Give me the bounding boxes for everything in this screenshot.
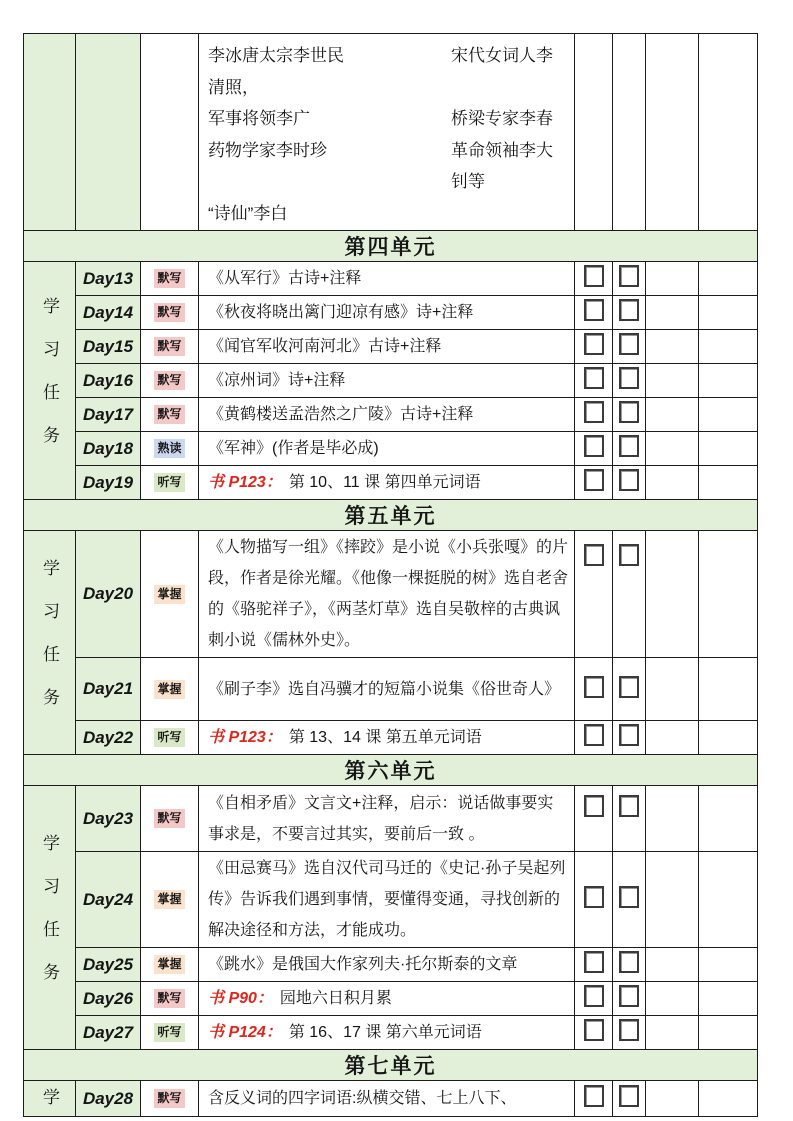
check-cell (613, 852, 646, 948)
table-row (24, 364, 758, 398)
checkbox[interactable] (584, 299, 604, 321)
table-row (24, 34, 758, 231)
empty-cell (646, 262, 699, 296)
check-cell (575, 531, 613, 658)
badge-cell (141, 330, 199, 364)
check-cell (575, 466, 613, 500)
table-row (24, 330, 758, 364)
empty-cell (646, 531, 699, 658)
text-line (208, 40, 568, 72)
check-cell (613, 296, 646, 330)
badge-cell (141, 852, 199, 948)
badge-cell (141, 432, 199, 466)
text-line (208, 72, 568, 104)
empty-cell (646, 721, 699, 755)
empty-cell (699, 364, 758, 398)
check-cell (613, 330, 646, 364)
task-cell (199, 364, 575, 398)
text-right: 桥梁专家李春 (451, 109, 553, 128)
checkbox[interactable] (584, 1085, 604, 1107)
task-type-badge: 默写 (154, 337, 184, 356)
empty-cell (699, 658, 758, 721)
text-left: “诗仙”李白 (208, 203, 288, 223)
check-cell (575, 398, 613, 432)
task-cell (199, 948, 575, 982)
day-label: Day15 (82, 336, 134, 356)
checkbox[interactable] (584, 951, 604, 973)
task-cell (199, 398, 575, 432)
empty-cell (699, 1016, 758, 1050)
empty-cell (699, 262, 758, 296)
empty-cell (699, 330, 758, 364)
badge-cell (141, 531, 199, 658)
day-cell (76, 948, 141, 982)
check-cell (575, 330, 613, 364)
badge-cell (141, 34, 199, 231)
task-cell (199, 296, 575, 330)
task-type-badge: 默写 (154, 989, 184, 1008)
empty-cell (646, 296, 699, 330)
empty-cell (699, 1081, 758, 1117)
task-type-badge: 默写 (154, 303, 184, 322)
task-text: 园地六日积月累 (279, 990, 392, 1007)
study-plan-table (23, 33, 758, 1117)
task-type-badge: 熟读 (154, 439, 184, 458)
day-label: Day25 (82, 954, 134, 974)
task-type-badge: 听写 (154, 1023, 184, 1042)
task-text: 《跳水》是俄国大作家列夫·托尔斯泰的文章 (208, 956, 518, 973)
task-cell (199, 982, 575, 1016)
task-text: 《秋夜将晓出篱门迎凉有感》诗+注释 (208, 304, 474, 321)
day-label: Day13 (82, 268, 134, 288)
table-row (24, 296, 758, 330)
task-text: 含反义词的四字词语:纵横交错、七上八下、 (208, 1090, 517, 1107)
task-cell (199, 786, 575, 852)
badge-cell (141, 721, 199, 755)
task-cell (199, 1081, 575, 1117)
checkbox[interactable] (619, 676, 639, 698)
task-type-badge: 听写 (154, 728, 184, 747)
task-type-badge: 默写 (154, 405, 184, 424)
unit-header-row (24, 231, 758, 262)
side-label: 学习任务 (40, 559, 59, 731)
empty-cell (646, 1016, 699, 1050)
check-cell (575, 721, 613, 755)
empty-cell (646, 658, 699, 721)
check-cell (613, 1016, 646, 1050)
empty-cell (646, 852, 699, 948)
text-left: 药物学家李时珍 (208, 140, 327, 160)
day-cell (76, 364, 141, 398)
table-row (24, 721, 758, 755)
day-cell (76, 658, 141, 721)
day-label: Day19 (82, 472, 134, 492)
side-label-cell (24, 262, 76, 500)
day-cell (76, 398, 141, 432)
side-label: 学 (40, 1087, 59, 1105)
empty-cell (699, 398, 758, 432)
side-label: 学习任务 (40, 834, 59, 1006)
day-label: Day23 (82, 808, 134, 828)
day-cell (76, 432, 141, 466)
table-row (24, 786, 758, 852)
checkbox[interactable] (619, 1085, 639, 1107)
table-row (24, 432, 758, 466)
checkbox[interactable] (619, 435, 639, 457)
badge-cell (141, 466, 199, 500)
check-cell (575, 296, 613, 330)
check-cell (575, 852, 613, 948)
task-cell (199, 466, 575, 500)
checkbox[interactable] (584, 724, 604, 746)
text-left: 军事将领李广 (208, 109, 310, 128)
checkbox[interactable] (619, 299, 639, 321)
task-text: 《军神》(作者是毕必成) (208, 440, 379, 457)
empty-cell (646, 786, 699, 852)
text-line (208, 135, 568, 198)
checkbox[interactable] (584, 795, 604, 817)
side-label-cell (24, 786, 76, 1050)
check-cell (575, 948, 613, 982)
text-right: 宋代女词人李 (451, 46, 553, 65)
task-cell (199, 658, 575, 721)
check-cell (613, 262, 646, 296)
table-row (24, 398, 758, 432)
badge-cell (141, 364, 199, 398)
book-page-ref: 书 P123： (208, 729, 282, 746)
checkbox[interactable] (584, 469, 604, 491)
empty-cell (699, 34, 758, 231)
day-cell (76, 262, 141, 296)
check-cell (613, 1081, 646, 1117)
checkbox[interactable] (584, 401, 604, 423)
text-right (451, 72, 568, 104)
checkbox[interactable] (584, 1019, 604, 1041)
task-type-badge: 掌握 (154, 680, 184, 699)
task-type-badge: 默写 (154, 1089, 184, 1108)
check-cell (613, 34, 646, 231)
day-label: Day24 (82, 889, 134, 909)
task-text: 《闻官军收河南河北》古诗+注释 (208, 338, 442, 355)
badge-cell (141, 262, 199, 296)
checkbox[interactable] (619, 401, 639, 423)
empty-cell (646, 466, 699, 500)
text-line (208, 103, 568, 135)
table-row (24, 658, 758, 721)
task-cell (199, 34, 575, 231)
side-label-cell (24, 34, 76, 231)
empty-cell (699, 948, 758, 982)
text-line (208, 198, 568, 230)
empty-cell (646, 364, 699, 398)
side-label-cell (24, 1081, 76, 1117)
check-cell (613, 948, 646, 982)
task-type-badge: 默写 (154, 371, 184, 390)
checkbox[interactable] (584, 544, 604, 566)
task-text: 《田忌赛马》选自汉代司马迁的《史记·孙子吴起列传》告诉我们遇到事情，要懂得变通，寻找创新的解决途径和方法，才能成功。 (208, 860, 566, 939)
check-cell (613, 721, 646, 755)
day-cell (76, 982, 141, 1016)
check-cell (575, 982, 613, 1016)
checkbox[interactable] (584, 265, 604, 287)
badge-cell (141, 948, 199, 982)
empty-cell (646, 982, 699, 1016)
checkbox[interactable] (619, 1019, 639, 1041)
check-cell (575, 262, 613, 296)
empty-cell (646, 398, 699, 432)
checkbox[interactable] (584, 333, 604, 355)
checkbox[interactable] (584, 676, 604, 698)
unit-header-row (24, 755, 758, 786)
checkbox[interactable] (619, 951, 639, 973)
check-cell (575, 1081, 613, 1117)
book-page-ref: 书 P90： (208, 990, 273, 1007)
side-label: 学习任务 (40, 297, 59, 469)
badge-cell (141, 658, 199, 721)
task-text: 第 10、11 课 第四单元词语 (288, 474, 481, 491)
task-cell (199, 330, 575, 364)
task-text: 《黄鹤楼送孟浩然之广陵》古诗+注释 (208, 406, 474, 423)
text-left: 李冰唐太宗李世民 (208, 46, 344, 65)
task-cell (199, 721, 575, 755)
unit-header: 第五单元 (24, 500, 758, 531)
check-cell (575, 658, 613, 721)
text-right (451, 198, 568, 230)
empty-cell (699, 531, 758, 658)
table-row (24, 982, 758, 1016)
task-text: 《凉州词》诗+注释 (208, 372, 346, 389)
table-row (24, 852, 758, 948)
task-type-badge: 默写 (154, 269, 184, 288)
checkbox[interactable] (619, 985, 639, 1007)
unit-header-row (24, 1050, 758, 1081)
task-cell (199, 432, 575, 466)
empty-cell (646, 1081, 699, 1117)
day-cell (76, 721, 141, 755)
empty-cell (699, 852, 758, 948)
checkbox[interactable] (584, 886, 604, 908)
table-row (24, 1081, 758, 1117)
badge-cell (141, 786, 199, 852)
day-cell (76, 1081, 141, 1117)
unit-header: 第七单元 (24, 1050, 758, 1081)
unit-header-row (24, 500, 758, 531)
task-type-badge: 听写 (154, 473, 184, 492)
check-cell (613, 466, 646, 500)
book-page-ref: 书 P123： (208, 474, 282, 491)
text-left: 清照， (208, 77, 259, 97)
checkbox[interactable] (619, 333, 639, 355)
task-text: 《自相矛盾》文言文+注释，启示：说话做事要实事求是，不要言过其实，要前后一致 。 (208, 794, 554, 843)
empty-cell (699, 432, 758, 466)
day-label: Day17 (82, 404, 134, 424)
empty-cell (699, 786, 758, 852)
day-label: Day18 (82, 438, 134, 458)
day-label: Day26 (82, 988, 134, 1008)
badge-cell (141, 1016, 199, 1050)
check-cell (613, 432, 646, 466)
book-page-ref: 书 P124： (208, 1024, 282, 1041)
check-cell (575, 34, 613, 231)
check-cell (613, 364, 646, 398)
empty-cell (699, 466, 758, 500)
table-row (24, 948, 758, 982)
task-text: 《从军行》古诗+注释 (208, 270, 362, 287)
day-cell (76, 296, 141, 330)
check-cell (613, 398, 646, 432)
empty-cell (646, 948, 699, 982)
checkbox[interactable] (619, 724, 639, 746)
unit-header: 第六单元 (24, 755, 758, 786)
task-type-badge: 掌握 (154, 890, 184, 909)
checkbox[interactable] (619, 544, 639, 566)
checkbox[interactable] (619, 795, 639, 817)
day-label: Day20 (82, 584, 134, 603)
check-cell (613, 531, 646, 658)
day-cell (76, 531, 141, 658)
day-cell (76, 852, 141, 948)
table-row (24, 1016, 758, 1050)
day-label: Day16 (82, 370, 134, 390)
day-cell (76, 466, 141, 500)
day-label: Day22 (82, 727, 134, 747)
day-cell (76, 330, 141, 364)
checkbox[interactable] (584, 985, 604, 1007)
check-cell (575, 786, 613, 852)
day-label: Day27 (82, 1022, 134, 1042)
check-cell (613, 982, 646, 1016)
check-cell (613, 658, 646, 721)
checkbox[interactable] (619, 469, 639, 491)
task-cell (199, 1016, 575, 1050)
day-cell (76, 786, 141, 852)
day-cell (76, 1016, 141, 1050)
empty-cell (646, 432, 699, 466)
badge-cell (141, 982, 199, 1016)
checkbox[interactable] (584, 367, 604, 389)
task-text: 第 13、14 课 第五单元词语 (288, 729, 482, 746)
checkbox[interactable] (619, 367, 639, 389)
empty-cell (699, 721, 758, 755)
task-text: 《人物描写一组》《摔跤》是小说《小兵张嘎》的片段，作者是徐光耀。《他像一棵挺脱的树》选自老舍的《骆驼祥子》，《两茎灯草》选自吴敬梓的古典讽刺小说《儒林外史》。 (208, 539, 569, 649)
empty-cell (646, 34, 699, 231)
empty-cell (699, 296, 758, 330)
day-label: Day28 (82, 1088, 134, 1108)
day-label: Day21 (82, 679, 134, 698)
side-label-cell (24, 531, 76, 755)
check-cell (575, 364, 613, 398)
task-cell (199, 852, 575, 948)
task-cell (199, 531, 575, 658)
task-type-badge: 掌握 (154, 955, 184, 974)
badge-cell (141, 1081, 199, 1117)
checkbox[interactable] (619, 886, 639, 908)
checkbox[interactable] (619, 265, 639, 287)
unit-header: 第四单元 (24, 231, 758, 262)
text-right: 革命领袖李大钊等 (451, 140, 553, 191)
empty-cell (699, 982, 758, 1016)
task-cell (199, 262, 575, 296)
day-cell (76, 34, 141, 231)
check-cell (613, 786, 646, 852)
task-type-badge: 掌握 (154, 585, 184, 604)
badge-cell (141, 398, 199, 432)
table-row (24, 466, 758, 500)
empty-cell (646, 330, 699, 364)
task-type-badge: 默写 (154, 809, 184, 828)
check-cell (575, 432, 613, 466)
checkbox[interactable] (584, 435, 604, 457)
badge-cell (141, 296, 199, 330)
day-label: Day14 (82, 302, 134, 322)
table-row (24, 531, 758, 658)
task-text: 第 16、17 课 第六单元词语 (288, 1024, 482, 1041)
check-cell (575, 1016, 613, 1050)
table-row (24, 262, 758, 296)
task-text: 《刷子李》选自冯骥才的短篇小说集《俗世奇人》 (208, 680, 561, 698)
